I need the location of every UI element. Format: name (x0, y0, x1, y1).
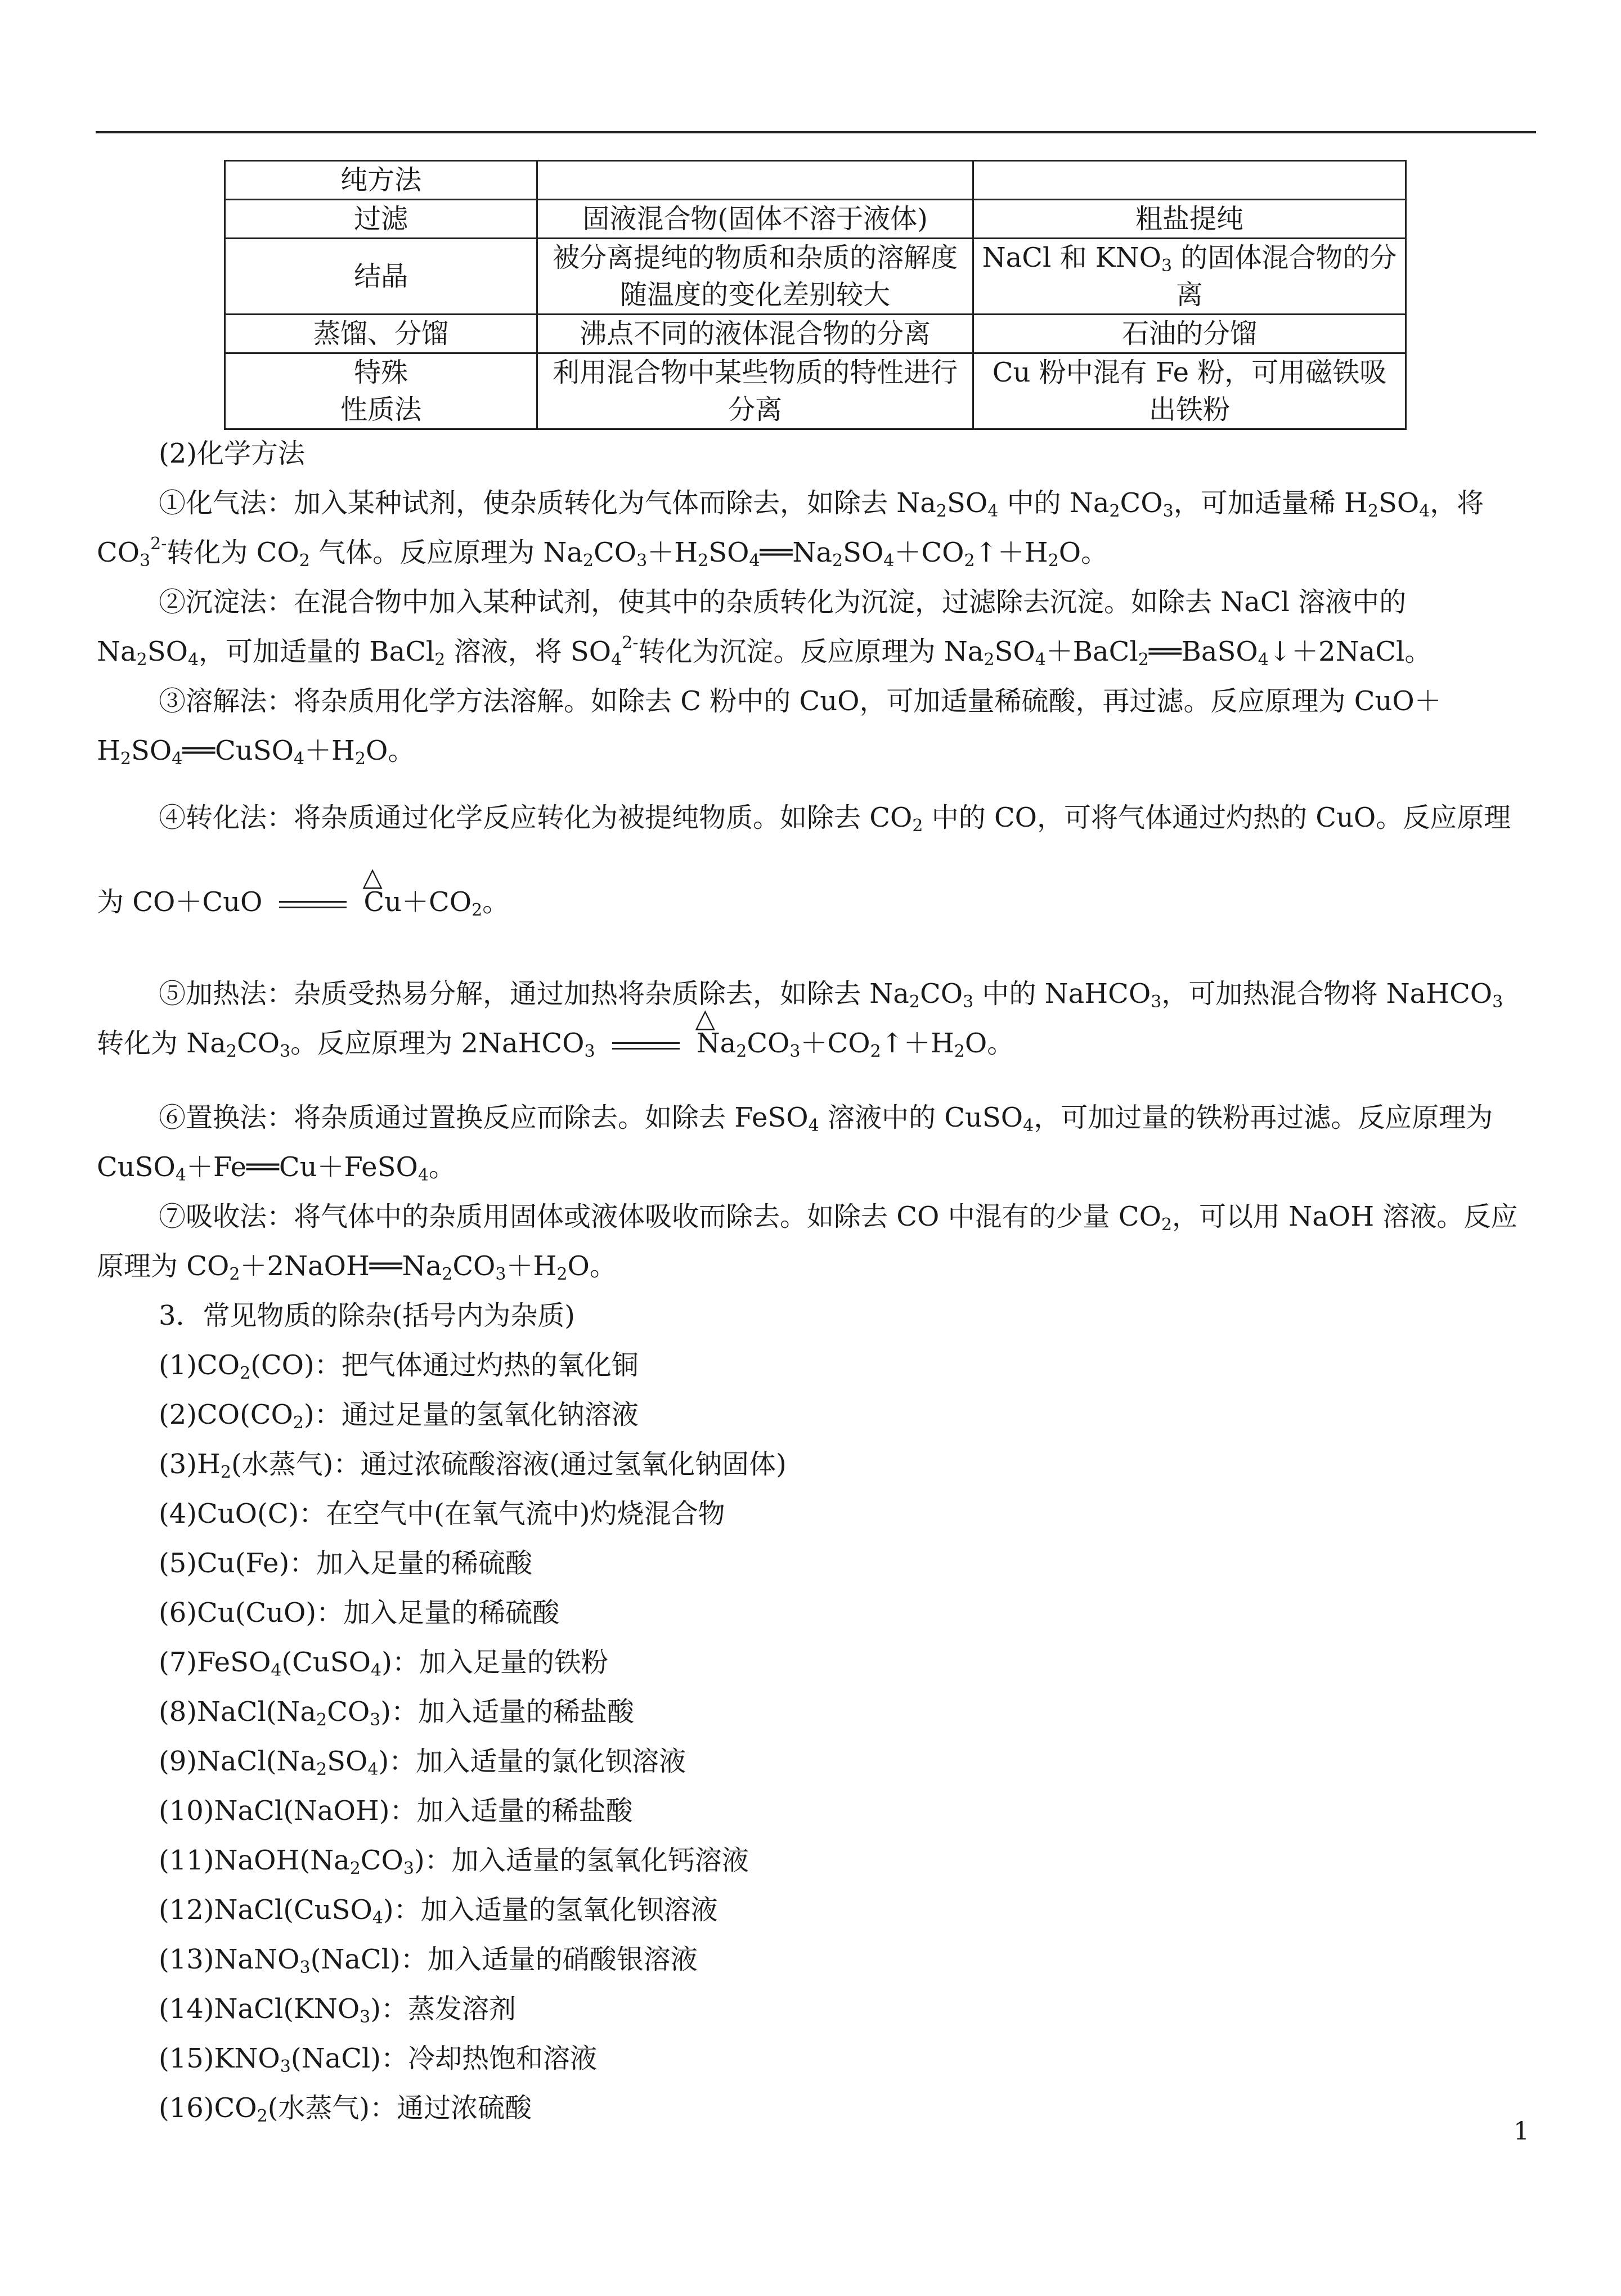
table-cell: 蒸馏、分馏 (225, 315, 537, 353)
list-item: (13)NaNO$_3$(NaCl)：加入适量的硝酸银溶液 (159, 1944, 698, 1977)
list-item: $(8)NaCl(Na_2CO_3)$：加入适量的稀盐酸 (159, 1696, 635, 1730)
table-cell: NaCl 和 $KNO_3$ 的固体混合物的分离 (973, 239, 1406, 315)
list-item: (10)NaCl(NaOH)：加入适量的稀盐酸 (159, 1795, 633, 1827)
section-3-title: 3．常见物质的除杂(括号内为杂质) (159, 1300, 575, 1331)
list-item: (7)FeSO$_4$(CuSO$_4$)：加入足量的铁粉 (159, 1647, 608, 1680)
list-item: (5)Cu(Fe)：加入足量的稀硫酸 (159, 1548, 533, 1579)
method-paragraph: ①化气法：加入某种试剂，使杂质转化为气体而除去，如除去 $Na_2SO_4$ 中的 $Na_2CO_3$，可加适量稀 $H_2SO_4$，将 $CO_3^{2-}$转化为 $CO_2$ 气体。反应原理为 $Na_2CO_3+H_2SO_4══Na_2SO_4+CO_2↑+H_2O$。 (97, 487, 1484, 571)
table-row (225, 353, 1406, 429)
table-cell (973, 161, 1406, 200)
list-item: (6)Cu(CuO)：加入足量的稀硫酸 (159, 1597, 560, 1629)
method-paragraph: ⑥置换法：将杂质通过置换反应而除去。如除去 FeSO$_4$ 溶液中的 CuSO$_4$，可加过量的铁粉再过滤。反应原理为 CuSO$_4$＋Fe══Cu＋FeSO$_4$。 (97, 1102, 1493, 1185)
section-title: (2)化学方法 (159, 438, 305, 469)
table-cell: 过滤 (225, 200, 537, 239)
table-row (225, 161, 1406, 200)
table-cell: 结晶 (225, 239, 537, 315)
table-row (225, 315, 1406, 353)
heating-condition-sign: △ (612, 1034, 680, 1057)
method-paragraph: ⑦吸收法：将气体中的杂质用固体或液体吸收而除去。如除去 CO 中混有的少量 $CO_2$，可以用 NaOH 溶液。反应原理为 $CO_2+2NaOH══Na_2CO_3+H_2O$。 (97, 1201, 1518, 1284)
list-item: $(3)H_2$(水蒸气)：通过浓硫酸溶液(通过氢氧化钠固体) (159, 1449, 787, 1482)
table-cell: 固液混合物(固体不溶于液体) (537, 200, 973, 239)
main-content (97, 429, 1529, 2133)
list-item: $(14)NaCl(KNO_3)$：蒸发溶剂 (159, 1993, 516, 2027)
table-cell: 纯方法 (225, 161, 537, 200)
list-item: $(15)KNO_3(NaCl)$：冷却热饱和溶液 (159, 2043, 597, 2077)
list-item: $(2)CO(CO_2)$：通过足量的氢氧化钠溶液 (159, 1399, 639, 1433)
method-paragraph: ④转化法：将杂质通过化学反应转化为被提纯物质。如除去 $CO_2$ 中的 CO，可将气体通过灼热的 CuO。反应原理为 CO＋CuO △ $Cu+CO_2$。 (97, 802, 1511, 920)
table-cell: 石油的分馏 (973, 315, 1406, 353)
list-item: (4)CuO(C)：在空气中(在氧气流中)灼烧混合物 (159, 1498, 725, 1530)
table-cell: 利用混合物中某些物质的特性进行分离 (537, 353, 973, 429)
list-item: $(1)CO_2(CO)$：把气体通过灼热的氧化铜 (159, 1349, 639, 1383)
table-cell: Cu 粉中混有 Fe 粉，可用磁铁吸出铁粉 (973, 353, 1406, 429)
method-paragraph: ③溶解法：将杂质用化学方法溶解。如除去 C 粉中的 CuO，可加适量稀硫酸，再过滤。反应原理为 $CuO+H_2SO_4══CuSO_4+H_2O$。 (97, 685, 1442, 769)
table-row (225, 239, 1406, 315)
table-row (225, 200, 1406, 239)
header-rule (96, 131, 1536, 133)
separation-methods-table (224, 160, 1407, 430)
table-cell (537, 161, 973, 200)
heating-condition-sign: △ (279, 893, 347, 916)
list-item: $(16)CO_2$(水蒸气)：通过浓硫酸 (159, 2092, 532, 2126)
table-cell: 被分离提纯的物质和杂质的溶解度随温度的变化差别较大 (537, 239, 973, 315)
method-paragraph: ②沉淀法：在混合物中加入某种试剂，使其中的杂质转化为沉淀，过滤除去沉淀。如除去 NaCl 溶液中的 $Na_2SO_4$，可加适量的 BaCl$_2$ 溶液，将 $SO_4^{2-}$转化为沉淀。反应原理为 $Na_2SO_4+BaCl_2══BaSO_4↓+2NaCl$。 (97, 586, 1432, 670)
list-item: $(9)NaCl(Na_2SO_4)$：加入适量的氯化钡溶液 (159, 1746, 686, 1779)
table-cell: 粗盐提纯 (973, 200, 1406, 239)
list-item: (12)NaCl(CuSO$_4$)：加入适量的氢氧化钡溶液 (159, 1894, 718, 1928)
page-number: 1 (1514, 2117, 1529, 2146)
table-cell: 特殊 性质法 (225, 353, 537, 429)
list-item: $(11)NaOH(Na_2CO_3)$：加入适量的氢氧化钙溶液 (159, 1845, 749, 1878)
method-paragraph: ⑤加热法：杂质受热易分解，通过加热将杂质除去，如除去 $Na_2CO_3$ 中的 NaHCO$_3$，可加热混合物将 NaHCO$_3$ 转化为 $Na_2CO_3$。反应原理为 2NaHCO$_3$ △ $Na_2CO_3+CO_2↑+H_2O$。 (97, 978, 1503, 1061)
table-cell: 沸点不同的液体混合物的分离 (537, 315, 973, 353)
